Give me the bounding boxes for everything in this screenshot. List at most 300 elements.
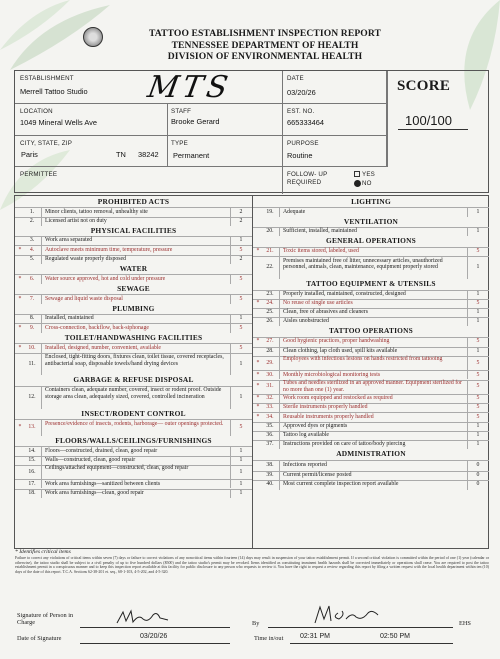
item-description: Tubes and needles sterilized in an approved manner. Equipment sterilized for no more than one (1) year. (283, 380, 462, 393)
item-points: 5 (239, 295, 243, 302)
item-description: Licensed artist not on duty (45, 217, 107, 224)
item-number: 35. (266, 422, 274, 429)
staff-value: Brooke Gerard (171, 117, 220, 126)
section-heading: TATTOO EQUIPMENT & UTENSILS (306, 279, 436, 289)
item-description: Most current complete inspection report available (283, 481, 399, 488)
column-divider (279, 227, 280, 236)
item-number: 17. (28, 480, 36, 487)
column-divider (279, 403, 280, 412)
column-divider (467, 380, 468, 395)
item-points: 1 (239, 456, 243, 463)
item-number: 31. (266, 383, 274, 390)
inspection-item-row (253, 440, 489, 449)
item-number: 12. (28, 393, 36, 400)
column-divider (230, 456, 231, 465)
item-description: Aisles unobstructed (283, 318, 329, 325)
inspection-item-row (15, 446, 252, 455)
item-points: 5 (476, 395, 480, 402)
score-label: SCORE (397, 78, 451, 94)
time-in-out-label: Time in/out (254, 635, 284, 642)
column-divider (467, 370, 468, 379)
item-number: 20. (266, 228, 274, 235)
item-description: Sewage and liquid waste disposal (45, 295, 123, 302)
inspection-item-row (253, 347, 489, 356)
section-heading: GARBAGE & REFUSE DISPOSAL (73, 375, 194, 385)
item-points: 1 (476, 432, 480, 439)
item-number: 2. (29, 217, 35, 224)
column-divider (41, 323, 42, 333)
item-number: 28. (266, 347, 274, 354)
est-no-label: EST. NO. (287, 108, 315, 115)
column-divider (467, 317, 468, 326)
date-of-signature-line (80, 643, 230, 644)
header-division: DIVISION OF ENVIRONMENTAL HEALTH (167, 51, 363, 63)
date-of-signature-label: Date of Signature (17, 635, 62, 642)
inspection-item-row (253, 431, 489, 440)
critical-marker: * (256, 300, 260, 307)
column-divider (467, 347, 468, 356)
item-number: 19. (266, 208, 274, 215)
column-divider (467, 256, 468, 279)
inspection-item-row (253, 394, 489, 403)
item-points: 5 (476, 371, 480, 378)
report-header (105, 28, 425, 63)
section-heading: TATTOO OPERATIONS (329, 326, 413, 336)
column-divider (41, 479, 42, 488)
column-divider (230, 314, 231, 323)
item-description: Water source approved, hot and cold under pressure (45, 275, 166, 282)
column-divider (41, 314, 42, 323)
inspection-item-row (253, 356, 489, 371)
item-number: 9. (29, 324, 35, 331)
column-divider (467, 460, 468, 471)
column-divider (467, 471, 468, 480)
item-points: 5 (239, 275, 243, 282)
critical-marker: * (256, 395, 260, 402)
follow-up-no-label: NO (362, 180, 372, 187)
signature-label: Signature of Person in Charge (17, 612, 74, 626)
column-divider (230, 245, 231, 254)
item-points: 1 (239, 360, 243, 367)
inspection-item-row (253, 380, 489, 395)
column-divider (279, 290, 280, 299)
column-divider (467, 440, 468, 449)
column-divider (279, 380, 280, 395)
section-heading: PLUMBING (112, 303, 155, 313)
column-divider (230, 217, 231, 226)
section-heading: ADMINISTRATION (336, 449, 406, 459)
item-number: 33. (266, 404, 274, 411)
item-number: 7. (29, 295, 35, 302)
item-points: 1 (476, 318, 480, 325)
inspection-items-table (14, 195, 489, 549)
item-description: Employees with infectious lesions on hands restricted from tattooing (283, 356, 443, 363)
inspection-item-row (15, 294, 252, 304)
column-divider (41, 465, 42, 480)
column-divider (41, 419, 42, 436)
follow-up-yes-label: YES (362, 171, 375, 178)
section-heading: WATER (119, 263, 148, 273)
item-points: 1 (476, 228, 480, 235)
item-points: 1 (476, 309, 480, 316)
column-divider (230, 465, 231, 480)
header-title: TATTOO ESTABLISHMENT INSPECTION REPORT (148, 28, 382, 39)
city-state-zip-label: CITY, STATE, ZIP (20, 140, 73, 147)
column-divider (467, 207, 468, 216)
item-description: Containers clean, adequate number, covered, insect or rodent proof. Outside storage area clean, adequately sized, covered, controlled incineration (45, 387, 222, 400)
column-divider (279, 370, 280, 379)
item-points: 5 (476, 359, 480, 366)
inspection-item-row (253, 422, 489, 431)
column-divider (467, 394, 468, 403)
inspection-item-row (253, 247, 489, 257)
item-points: 0 (476, 471, 480, 478)
date-label: DATE (287, 75, 304, 82)
state-value: TN (116, 150, 126, 159)
header-department: TENNESSEE DEPARTMENT OF HEALTH (171, 39, 359, 51)
item-number: 22. (266, 264, 274, 271)
item-number: 32. (266, 395, 274, 402)
item-points: 0 (476, 461, 480, 468)
critical-marker: * (256, 371, 260, 378)
critical-marker: * (256, 413, 260, 420)
item-number: 23. (266, 290, 274, 297)
column-divider (279, 308, 280, 317)
column-divider (467, 308, 468, 317)
inspection-item-row (15, 343, 252, 353)
date-of-signature-value: 03/20/26 (140, 633, 168, 640)
section-heading: LIGHTING (351, 197, 391, 206)
inspection-item-row (15, 323, 252, 333)
section-heading: SEWAGE (117, 283, 150, 293)
item-number: 4. (29, 246, 35, 253)
critical-marker: * (256, 404, 260, 411)
inspection-item-row (15, 386, 252, 409)
column-divider (467, 431, 468, 440)
item-description: Clean clothing, lap cloth used, spill kits available (283, 347, 398, 354)
column-divider (230, 294, 231, 304)
item-number: 36. (266, 432, 274, 439)
inspection-item-row (253, 256, 489, 279)
column-divider (41, 255, 42, 264)
item-description: Installed, designed, number, convenient, available (45, 344, 161, 351)
item-description: Enclosed, tight-fitting doors, fixtures clean, toilet tissue, covered receptacles, antibacterial soap, disposable towels/hand drying devices (45, 354, 224, 367)
column-divider (41, 294, 42, 304)
item-number: 18. (28, 489, 36, 496)
critical-marker: * (18, 275, 22, 282)
item-points: 1 (476, 264, 480, 271)
item-number: 27. (266, 338, 274, 345)
inspector-signature-line (268, 627, 453, 628)
critical-marker: * (18, 246, 22, 253)
item-description: Cross-connection, backflow, back-siphonage (45, 324, 149, 331)
item-description: Current permit/license posted (283, 471, 352, 478)
column-divider (467, 290, 468, 299)
item-number: 6. (29, 275, 35, 282)
critical-marker: * (256, 359, 260, 366)
item-number: 39. (266, 471, 274, 478)
column-divider (41, 386, 42, 409)
column-divider (41, 489, 42, 498)
item-points: 5 (476, 300, 480, 307)
inspection-item-row (253, 480, 489, 490)
item-points: 5 (239, 344, 243, 351)
date-value: 03/20/26 (287, 88, 316, 97)
inspection-item-row (15, 489, 252, 498)
inspection-item-row (253, 412, 489, 421)
inspection-item-row (253, 308, 489, 317)
item-points: 1 (239, 315, 243, 322)
column-divider (279, 356, 280, 371)
item-number: 15. (28, 456, 36, 463)
section-heading: INSECT/RODENT CONTROL (81, 408, 186, 418)
item-points: 0 (476, 481, 480, 488)
item-points: 1 (239, 393, 243, 400)
column-divider (230, 343, 231, 353)
column-divider (279, 337, 280, 347)
item-number: 13. (28, 424, 36, 431)
item-points: 1 (239, 489, 243, 496)
follow-up-yes-checkbox[interactable] (354, 171, 360, 177)
item-number: 26. (266, 318, 274, 325)
column-divider (41, 245, 42, 254)
column-divider (467, 227, 468, 236)
column-divider (467, 412, 468, 421)
column-divider (230, 255, 231, 264)
location-value: 1049 Mineral Wells Ave (20, 118, 97, 127)
time-out-value: 02:50 PM (380, 633, 410, 640)
item-description: Good hygienic practices, proper handwashing (283, 338, 390, 345)
item-number: 37. (266, 441, 274, 448)
item-points: 5 (239, 324, 243, 331)
score-underline (398, 129, 468, 130)
score-value: 100/100 (405, 113, 452, 128)
establishment-value: Merrell Tattoo Studio (20, 87, 88, 96)
item-description: Work room equipped and restocked as required (283, 395, 393, 402)
state-seal-icon (83, 27, 103, 47)
item-number: 40. (266, 481, 274, 488)
item-description: Approved dyes or pigments (283, 422, 348, 429)
purpose-value: Routine (287, 151, 313, 160)
column-divider (467, 247, 468, 257)
purpose-label: PURPOSE (287, 140, 319, 147)
inspection-item-row (253, 299, 489, 308)
permittee-label: PERMITTEE (20, 171, 58, 178)
column-divider (467, 299, 468, 308)
type-value: Permanent (173, 151, 210, 160)
item-description: Walls—constructed, clean, good repair (45, 456, 136, 463)
critical-marker: * (18, 344, 22, 351)
city-value: Paris (21, 150, 38, 159)
critical-marker: * (256, 383, 260, 390)
column-divider (279, 256, 280, 279)
column-divider (279, 471, 280, 480)
item-number: 21. (266, 248, 274, 255)
item-points: 5 (476, 404, 480, 411)
item-description: Ceilings/attached equipment—constructed, clean, good repair (45, 465, 189, 472)
inspection-item-row (15, 274, 252, 284)
item-description: No reuse of single use articles (283, 300, 353, 307)
inspection-item-row (253, 290, 489, 299)
type-label: TYPE (171, 140, 188, 147)
inspection-item-row (15, 465, 252, 480)
item-number: 8. (29, 315, 35, 322)
follow-up-label: FOLLOW- UP REQUIRED (287, 171, 328, 186)
inspection-item-row (253, 370, 489, 379)
column-divider (41, 274, 42, 284)
inspection-item-row (15, 479, 252, 488)
inspection-item-row (253, 317, 489, 326)
item-description: Autoclave meets minimum time, temperature, pressure (45, 246, 173, 253)
item-points: 2 (239, 255, 243, 262)
column-divider (230, 207, 231, 216)
item-description: Clean, free of abrasives and cleaners (283, 309, 368, 316)
column-divider (41, 236, 42, 245)
inspection-item-row (253, 460, 489, 471)
inspector-signature (312, 603, 382, 627)
column-divider (230, 274, 231, 284)
inspection-item-row (15, 353, 252, 375)
inspection-item-row (253, 207, 489, 216)
column-divider (279, 440, 280, 449)
inspection-item-row (15, 419, 252, 436)
item-points: 5 (239, 246, 243, 253)
item-description: Sufficient, installed, maintained (283, 228, 357, 235)
item-number: 14. (28, 447, 36, 454)
item-description: Monthly microbiological monitoring tests (283, 371, 381, 378)
critical-marker: * (256, 248, 260, 255)
critical-marker: * (18, 424, 22, 431)
column-divider (467, 403, 468, 412)
column-divider (41, 456, 42, 465)
inspection-item-row (253, 227, 489, 236)
column-divider (279, 431, 280, 440)
item-number: 38. (266, 461, 274, 468)
critical-marker: * (256, 338, 260, 345)
item-description: Work area furnishings—sanitized between clients (45, 480, 161, 487)
column-divider (41, 353, 42, 375)
zip-value: 38242 (138, 150, 159, 159)
section-heading: TOILET/HANDWASHING FACILITIES (64, 333, 203, 342)
column-divider (279, 422, 280, 431)
item-points: 1 (239, 447, 243, 454)
item-points: 2 (239, 208, 243, 215)
item-description: Infections reported (283, 461, 327, 468)
column-divider (230, 386, 231, 409)
inspection-item-row (253, 337, 489, 347)
section-heading: FLOORS/WALLS/CEILINGS/FURNISHINGS (55, 436, 212, 445)
item-description: Presence/evidence of insects, rodents, harborage— outer openings protected. (45, 420, 224, 427)
time-line (290, 643, 453, 644)
item-points: 1 (476, 347, 480, 354)
item-points: 5 (476, 413, 480, 420)
item-points: 2 (239, 217, 243, 224)
item-number: 5. (29, 255, 35, 262)
column-divider (467, 337, 468, 347)
column-divider (279, 480, 280, 490)
item-points: 1 (476, 422, 480, 429)
item-points: 5 (476, 248, 480, 255)
time-in-value: 02:31 PM (300, 633, 330, 640)
item-points: 5 (239, 424, 243, 431)
inspection-item-row (15, 314, 252, 323)
column-divider (279, 460, 280, 471)
item-description: Regulated waste properly disposed (45, 255, 126, 262)
section-heading: PHYSICAL FACILITIES (90, 225, 177, 235)
inspection-item-row (15, 236, 252, 245)
column-divider (230, 479, 231, 488)
item-description: Adequate (283, 208, 306, 215)
column-divider (467, 422, 468, 431)
item-number: 29. (266, 359, 274, 366)
item-description: Work area separated (45, 237, 93, 244)
person-in-charge-signature (115, 609, 170, 627)
inspection-item-row (15, 245, 252, 254)
critical-marker: * (18, 295, 22, 302)
section-heading: PROHIBITED ACTS (97, 197, 170, 206)
est-no-value: 665333464 (287, 118, 324, 127)
item-number: 3. (29, 237, 35, 244)
inspection-item-row (15, 217, 252, 226)
column-divider (467, 480, 468, 490)
item-number: 30. (266, 371, 274, 378)
item-points: 1 (476, 441, 480, 448)
item-number: 11. (28, 360, 36, 367)
item-number: 10. (28, 344, 36, 351)
inspection-item-row (15, 255, 252, 264)
item-number: 16. (28, 468, 36, 475)
column-divider (279, 317, 280, 326)
item-points: 5 (476, 338, 480, 345)
column-divider (279, 299, 280, 308)
item-description: Sterile instruments properly handled (283, 404, 368, 411)
item-points: 1 (239, 480, 243, 487)
by-label: By (252, 620, 260, 627)
critical-items-footnote: * Identifies critical items (15, 549, 71, 555)
section-heading: VENTILATION (343, 216, 399, 226)
inspection-item-row (15, 456, 252, 465)
column-divider (41, 217, 42, 226)
item-number: 25. (266, 309, 274, 316)
item-points: 1 (239, 468, 243, 475)
item-description: Properly installed, maintained, constructed, designed (283, 290, 406, 297)
signature-line (80, 627, 230, 628)
column-divider (230, 489, 231, 498)
inspection-item-row (15, 207, 252, 216)
item-description: Toxic items stored, labeled, used (283, 248, 359, 255)
item-description: Work area furnishings—clean, good repair (45, 489, 144, 496)
item-number: 34. (266, 413, 274, 420)
column-divider (279, 247, 280, 257)
follow-up-no-checkbox[interactable] (354, 180, 361, 187)
establishment-signature-mark: MTS (144, 70, 235, 105)
critical-marker: * (18, 324, 22, 331)
column-divider (230, 446, 231, 455)
item-number: 1. (29, 208, 35, 215)
column-divider (41, 207, 42, 216)
item-number: 24. (266, 300, 274, 307)
item-description: Floors—constructed, drained, clean, good repair (45, 447, 158, 454)
column-divider (279, 347, 280, 356)
column-divider (279, 207, 280, 216)
column-divider (230, 419, 231, 436)
item-description: Reusable instruments properly handled (283, 413, 374, 420)
column-divider (279, 412, 280, 421)
item-description: Installed, maintained (45, 315, 94, 322)
inspection-item-row (253, 403, 489, 412)
location-label: LOCATION (20, 108, 53, 115)
ehs-label: EHS (459, 620, 471, 627)
